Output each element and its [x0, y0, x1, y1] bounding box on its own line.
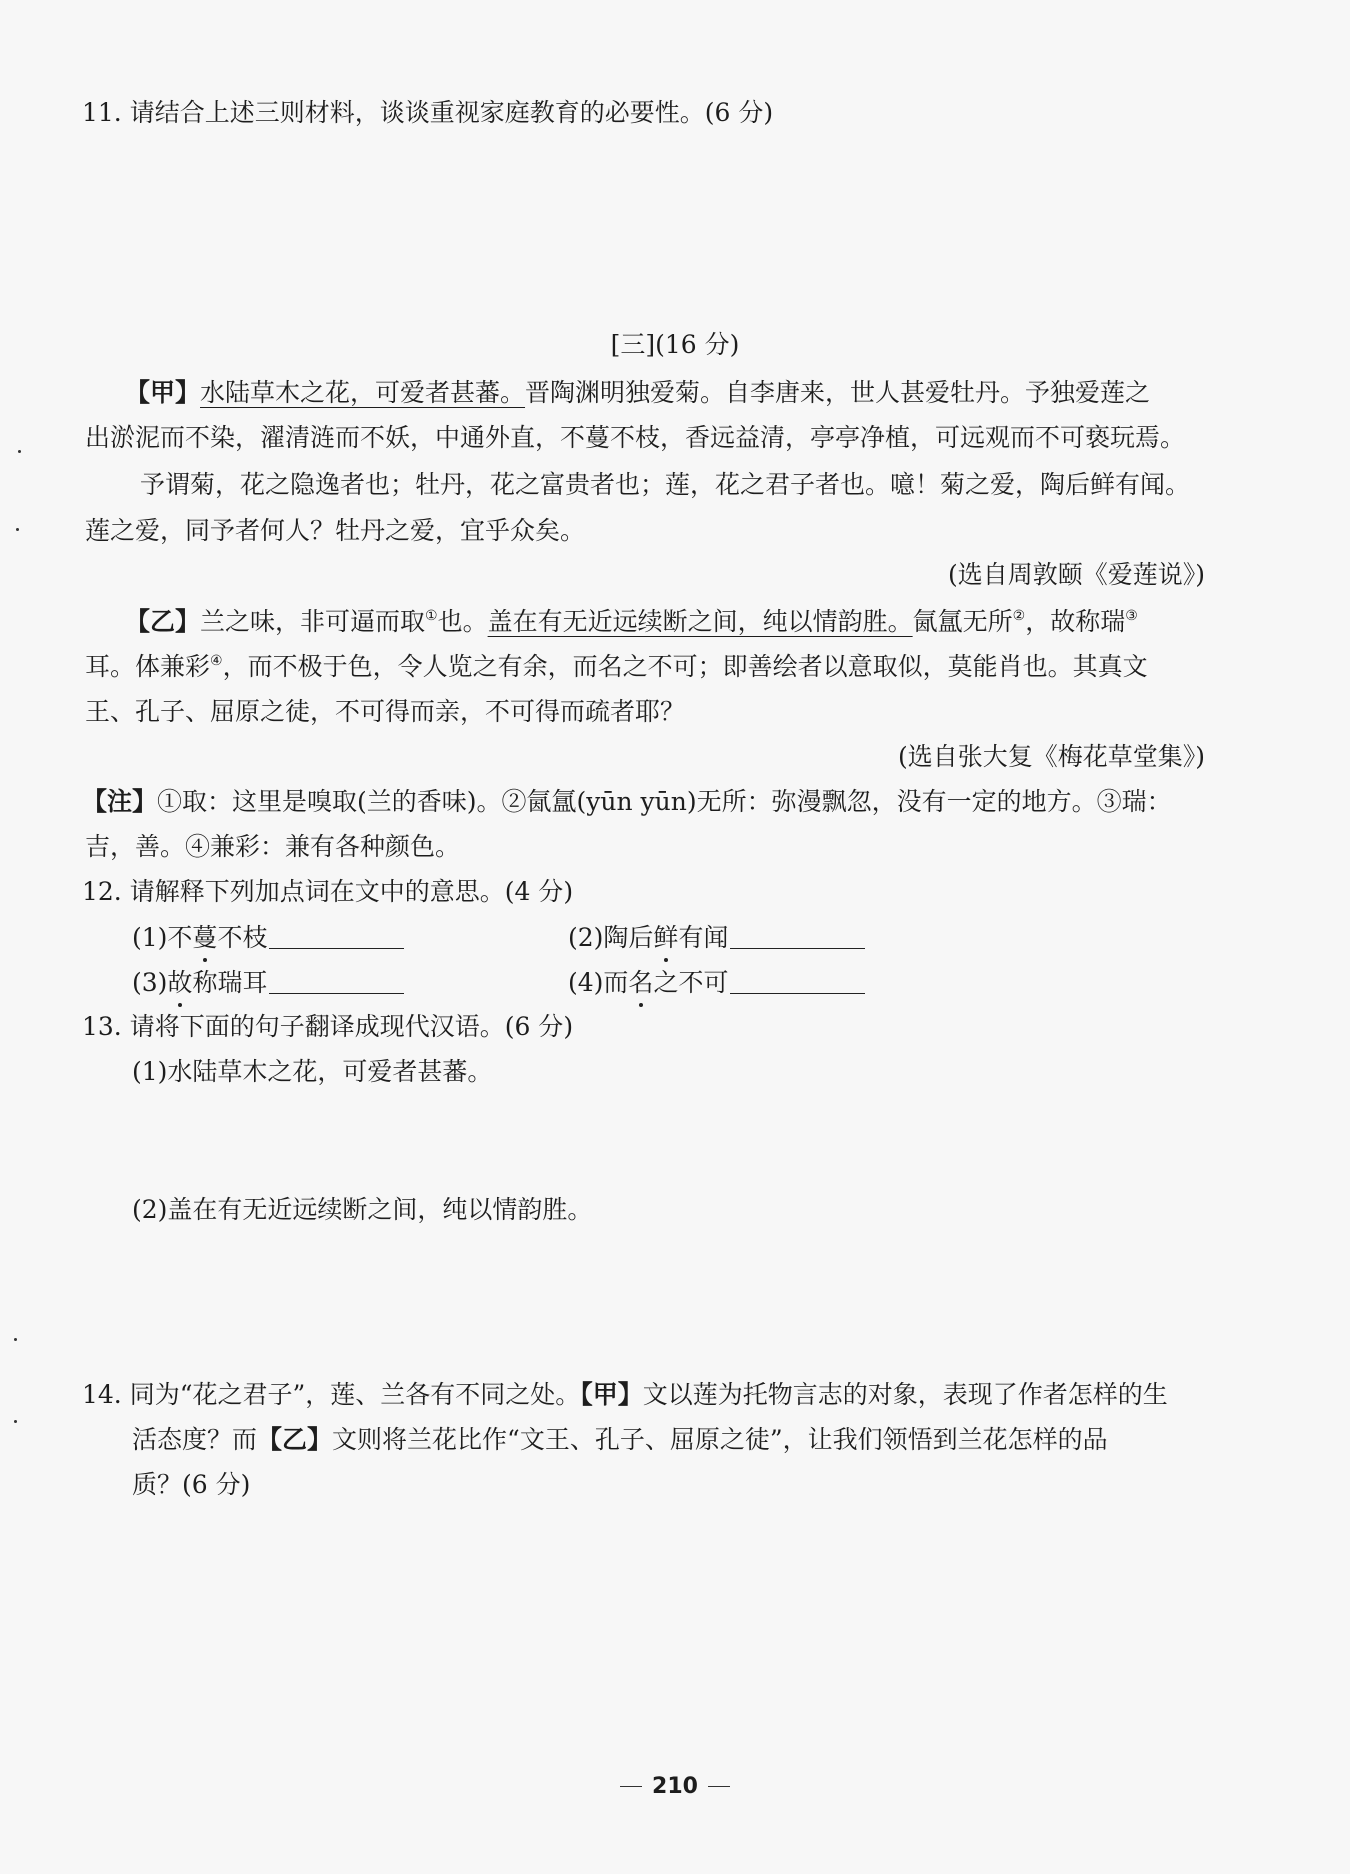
- note-marker: ③: [1125, 608, 1138, 624]
- question-text: 活态度？而: [132, 1425, 258, 1454]
- question-14-line-3: 质？(6 分): [132, 1470, 251, 1499]
- q12-item-4: [568, 967, 865, 998]
- passage-text: ，故称瑞: [1025, 607, 1126, 636]
- note-marker: ①: [425, 608, 438, 624]
- answer-blank[interactable]: [730, 922, 865, 949]
- page-footer: [0, 1770, 1350, 1800]
- item-text: 不枝: [217, 923, 268, 952]
- passage-text: 兰之味，非可逼而取: [200, 607, 426, 636]
- dotted-word: 鲜: [653, 923, 679, 952]
- note-marker: ④: [210, 653, 223, 669]
- page-number: 210: [652, 1774, 698, 1799]
- question-14-line-2: [132, 1425, 1108, 1455]
- passage-text: 氤氲无所: [912, 607, 1013, 636]
- passage-yi-line-1: [125, 607, 1138, 637]
- q13-sentence-2: (2)盖在有无近远续断之间，纯以情韵胜。: [132, 1195, 593, 1224]
- passage-jia-line-2: 出淤泥而不染，濯清涟而不妖，中通外直，不蔓不枝，香远益清，亭亭净植，可远观而不可亵玩焉。: [85, 423, 1186, 452]
- passage-jia-line-1: [125, 378, 1150, 408]
- passage-jia-label: 【甲】: [125, 378, 201, 407]
- margin-speck: [14, 1420, 17, 1423]
- question-14-line-1: [82, 1380, 1168, 1410]
- notes-line-2: 吉，善。④兼彩：兼有各种颜色。: [85, 832, 461, 861]
- item-text: 之不可: [653, 968, 729, 997]
- q12-item-3: [132, 967, 404, 998]
- question-13: 13. 请将下面的句子翻译成现代汉语。(6 分): [82, 1012, 574, 1041]
- underlined-sentence: 盖在有无近远续断之间，纯以情韵胜。: [487, 607, 913, 636]
- answer-blank[interactable]: [269, 922, 404, 949]
- passage-yi-label: 【乙】: [125, 607, 201, 636]
- note-marker: ②: [1012, 608, 1026, 624]
- dotted-word: 蔓: [192, 923, 218, 952]
- passage-text: 耳。体兼彩: [85, 652, 211, 681]
- answer-blank[interactable]: [730, 967, 865, 994]
- margin-speck: [14, 1338, 17, 1341]
- passage-ref-label: 【乙】: [257, 1425, 333, 1454]
- question-11: 11. 请结合上述三则材料，谈谈重视家庭教育的必要性。(6 分): [82, 98, 774, 127]
- passage-ref-label: 【甲】: [580, 1380, 643, 1409]
- item-text: (4)而: [568, 968, 629, 997]
- dotted-word: 故: [167, 968, 193, 997]
- footer-dash: [620, 1786, 642, 1787]
- passage-yi-line-2: [85, 652, 1148, 682]
- question-text: 文则将兰花比作“文王、孔子、屈原之徒”，让我们领悟到兰花怎样的品: [332, 1425, 1108, 1454]
- passage-text: 也。: [437, 607, 488, 636]
- notes-line-1: [82, 787, 1172, 817]
- passage-text: 晋陶渊明独爱菊。自李唐来，世人甚爱牡丹。予独爱莲之: [525, 378, 1151, 407]
- underlined-sentence: 水陆草木之花，可爱者甚蕃。: [200, 378, 526, 407]
- notes-label: 【注】: [82, 787, 158, 816]
- passage-jia-source: (选自周敦颐《爱莲说》): [947, 560, 1205, 589]
- item-text: 称瑞耳: [192, 968, 268, 997]
- margin-speck: [18, 450, 21, 453]
- question-text: 14. 同为“花之君子”，莲、兰各有不同之处。: [82, 1380, 581, 1409]
- passage-yi-line-3: 王、孔子、屈原之徒，不可得而亲，不可得而疏者耶？: [85, 697, 686, 726]
- item-text: (1)不: [132, 923, 193, 952]
- item-text: (2)陶后: [568, 923, 654, 952]
- q12-item-1: [132, 922, 404, 953]
- item-text: 有闻: [678, 923, 729, 952]
- item-text: (3): [132, 968, 168, 997]
- passage-jia-line-3: 予谓菊，花之隐逸者也；牡丹，花之富贵者也；莲，花之君子者也。噫！菊之爱，陶后鲜有闻。: [140, 470, 1191, 499]
- q13-sentence-1: (1)水陆草木之花，可爱者甚蕃。: [132, 1057, 493, 1086]
- question-12: 12. 请解释下列加点词在文中的意思。(4 分): [82, 877, 574, 906]
- passage-yi-source: (选自张大复《梅花草堂集》): [897, 742, 1205, 771]
- answer-blank[interactable]: [269, 967, 404, 994]
- passage-text: ，而不极于色，令人览之有余，而名之不可；即善绘者以意取似，莫能肖也。其真文: [222, 652, 1148, 681]
- dotted-word: 名: [628, 968, 654, 997]
- footer-dash: [708, 1786, 730, 1787]
- notes-text: ①取：这里是嗅取(兰的香味)。②氤氲(yūn yūn)无所：弥漫飘忽，没有一定的地方。③瑞：: [157, 787, 1172, 816]
- section-title: [三](16 分): [610, 330, 740, 359]
- question-text: 文以莲为托物言志的对象，表现了作者怎样的生: [642, 1380, 1168, 1409]
- q12-item-2: [568, 922, 865, 953]
- margin-speck: [16, 528, 19, 531]
- passage-jia-line-4: 莲之爱，同予者何人？牡丹之爱，宜乎众矣。: [85, 516, 586, 545]
